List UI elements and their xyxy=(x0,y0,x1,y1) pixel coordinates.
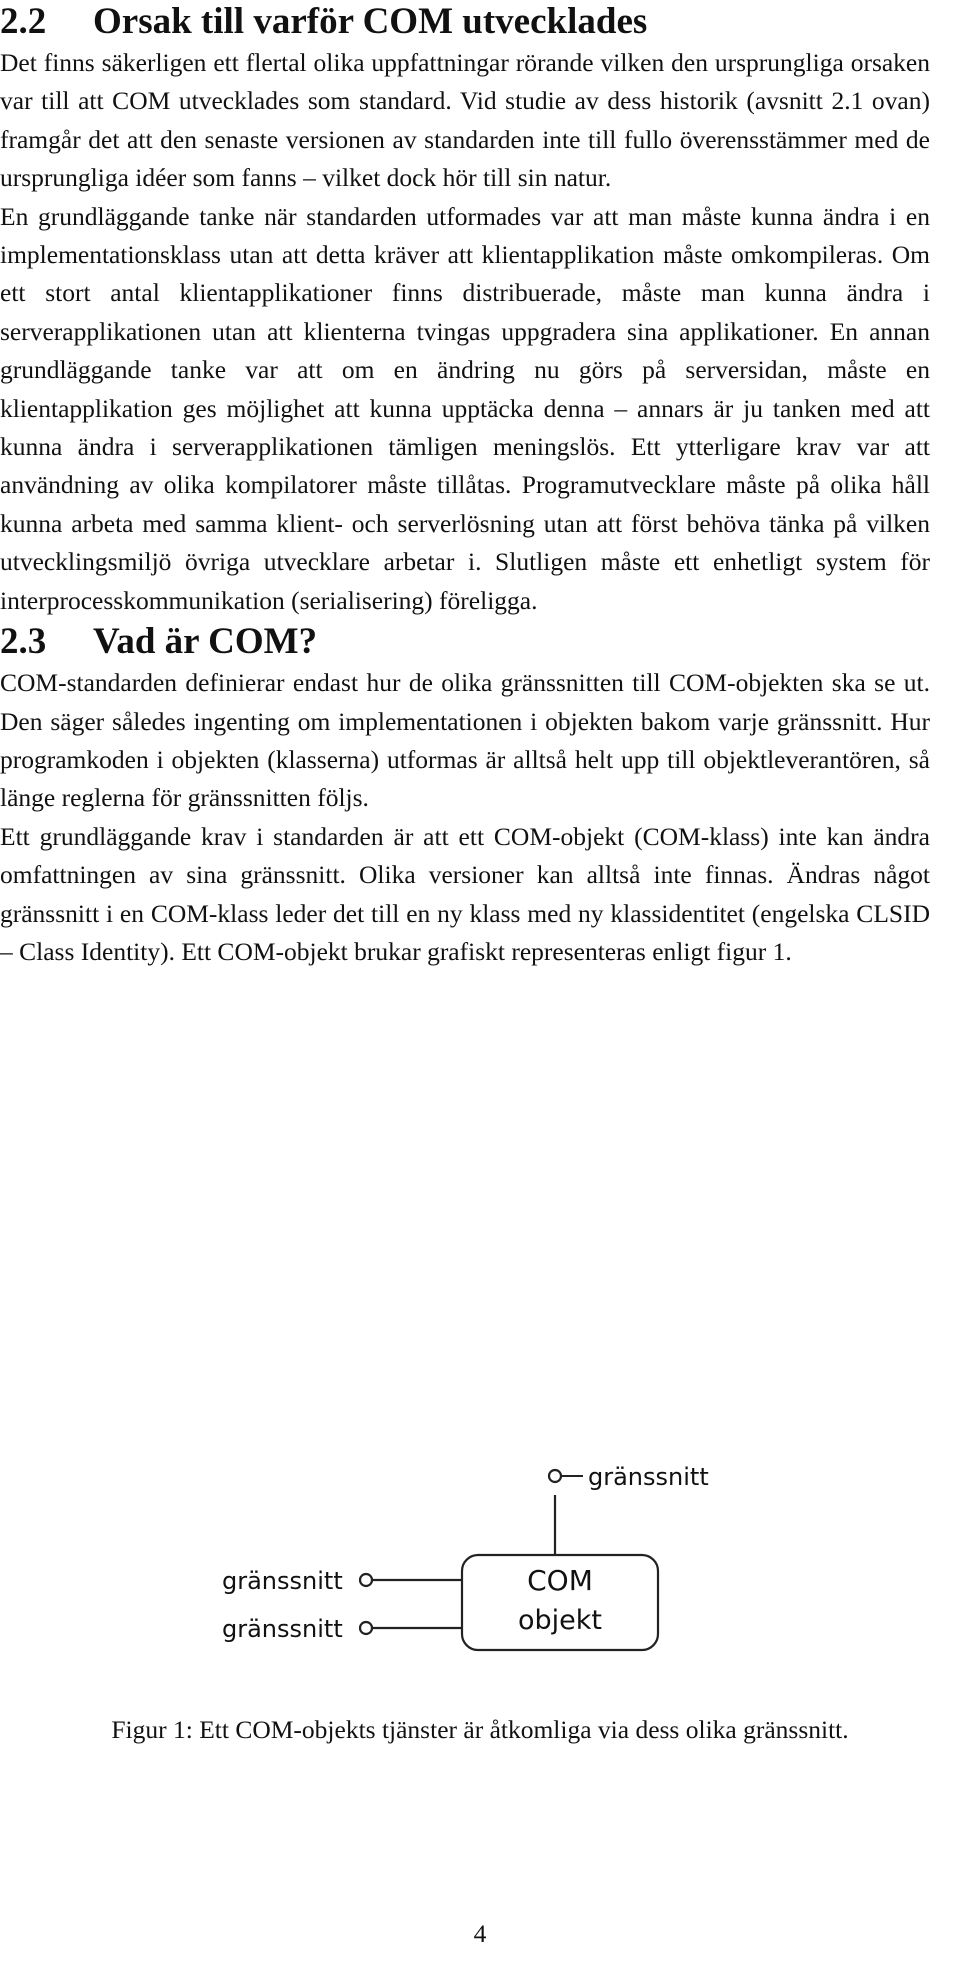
body-paragraph: Ett grundläggande krav i standarden är att ett COM-objekt (COM-klass) inte kan ändra omfattningen av sina gränssnitt. Olika versioner kan alltså inte finnas. Ändras något gränssnitt i en COM-klass leder det till en ny klass med ny klassidentitet (engelska CLSID – Class Identity). Ett COM-objekt brukar grafiskt representeras enligt figur 1. xyxy=(0,821,930,966)
body-paragraph: En grundläggande tanke när standarden utformades var att man måste kunna ändra i en implementationsklass utan att detta kräver att klientapplikation måste omkompileras. Om ett stort antal klientapplikationer finns distribuerade, måste man kunna ändra i serverapplikationen utan att klienterna tvingas uppgradera sina applikationer. En annan grundläggande tanke var att om en ändring nu görs på serversidan, måste en klientapplikation ges möjlighet att kunna upptäcka denna – annars är ju tanken med att kunna ändra i serverapplikationen tämligen meningslös. Ett ytterligare krav var att användning av olika kompilatorer måste tillåtas. Programutvecklare måste på olika håll kunna arbeta med samma klient- och serverlösning utan att först behöva tänka på vilken utvecklingsmiljö övriga utvecklare arbetar i. Slutligen måste ett enhetligt system för interprocesskommunikation (serialisering) föreligga. xyxy=(0,201,930,615)
box-text-objekt: objekt xyxy=(518,1605,602,1636)
top-interface-circle xyxy=(549,1470,561,1482)
top-interface-label: gränssnitt xyxy=(588,1463,709,1491)
left-interface-circle-2 xyxy=(360,1622,372,1634)
section-heading-2-2 xyxy=(0,0,930,44)
left-interface-label-2: gränssnitt xyxy=(222,1615,343,1643)
section-title: Vad är COM? xyxy=(93,621,318,663)
page-content xyxy=(0,0,930,971)
body-paragraph: COM-standarden definierar endast hur de olika gränssnitten till COM-objekten ska se ut. Den säger således ingenting om implementationen i objekten bakom varje gränssnitt. Hur programkoden i objekten (klasserna) utformas är alltså helt upp till objektleverantören, så länge reglerna för gränssnitten följs. xyxy=(0,668,930,813)
section-number: 2.2 xyxy=(0,1,47,42)
section-number: 2.3 xyxy=(0,621,47,663)
box-text-com: COM xyxy=(527,1564,593,1597)
figure-caption: Figur 1: Ett COM-objekts tjänster är åtkomliga via dess olika gränssnitt. xyxy=(111,1715,849,1744)
com-object-figure xyxy=(200,1435,760,1650)
body-paragraph: Det finns säkerligen ett flertal olika uppfattningar rörande vilken den ursprungliga orsaken var till att COM utvecklades som standard. Vid studie av dess historik (avsnitt 2.1 ovan) framgår det att den senaste versionen av standarden inte till fullo överensstämmer med de ursprungliga idéer som fanns – vilket dock hör till sin natur. xyxy=(0,48,930,193)
page-number: 4 xyxy=(473,1919,487,1948)
section-heading-2-3 xyxy=(0,620,930,664)
section-title: Orsak till varför COM utvecklades xyxy=(93,1,648,42)
left-interface-circle-1 xyxy=(360,1574,372,1586)
left-interface-label-1: gränssnitt xyxy=(222,1567,343,1595)
